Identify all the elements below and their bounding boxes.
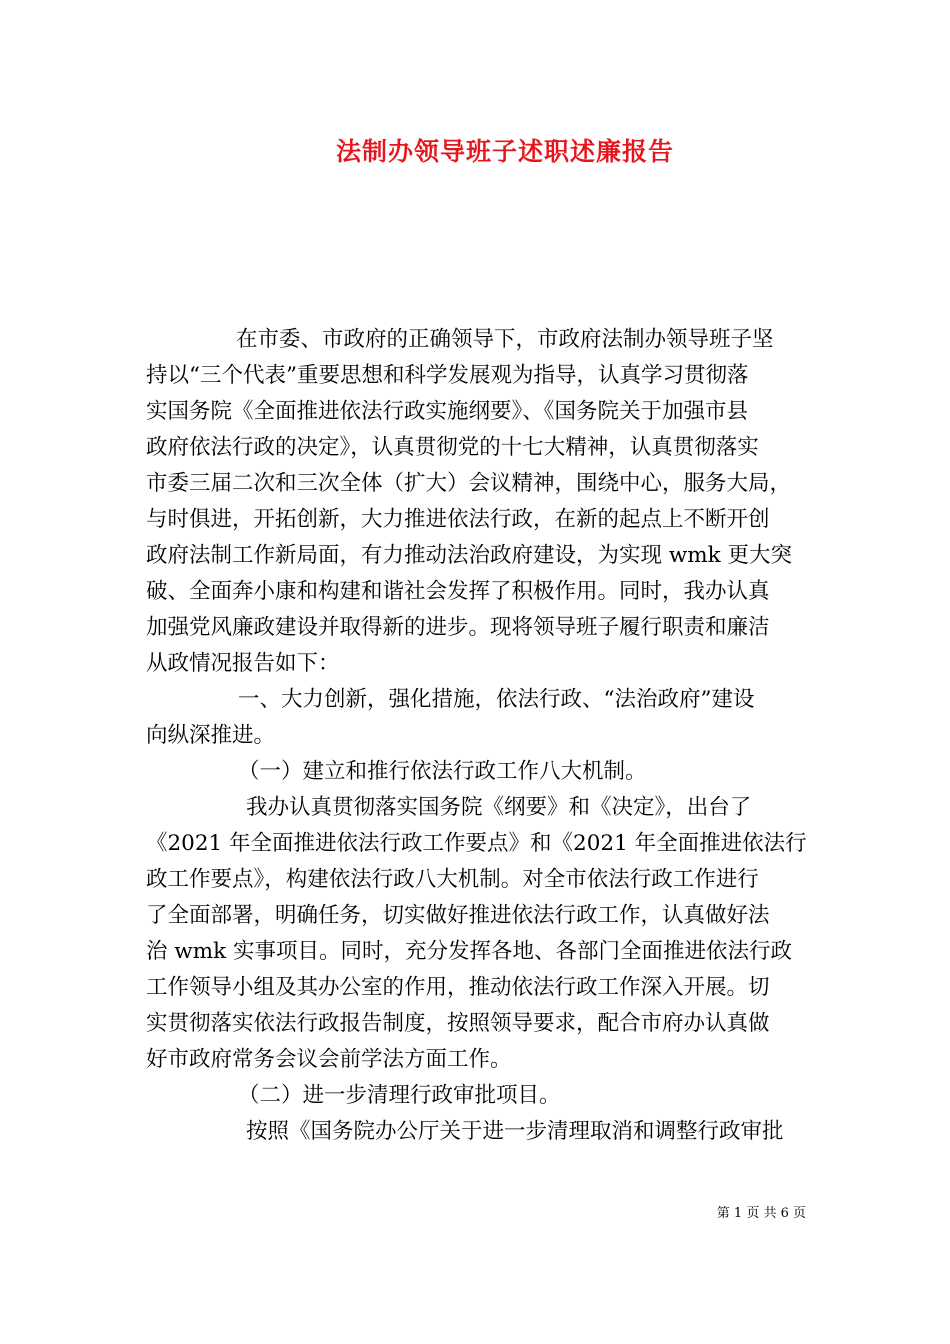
body-line: 按照《国务院办公厅关于进一步清理取消和调整行政审批 [246,1119,784,1144]
body-line: 与时俱进，开拓创新，大力推进依法行政，在新的起点上不断开创 [146,507,770,532]
page-footer: 第 1 页 共 6 页 [716,1206,806,1221]
body-line: 政工作要点》，构建依法行政八大机制。对全市依法行政工作进行 [146,867,759,892]
body-line: 一、大力创新，强化措施，依法行政、“法治政府”建设 [238,687,755,712]
body-line: 向纵深推进。 [146,723,276,748]
document-body [146,322,810,1150]
body-line: 从政情况报告如下： [146,651,340,676]
body-line: （一）建立和推行依法行政工作八大机制。 [238,759,647,784]
body-line: 政府依法行政的决定》，认真贯彻党的十七大精神，认真贯彻落实 [146,435,759,460]
body-line: （二）进一步清理行政审批项目。 [238,1083,561,1108]
body-line: 好市政府常务会议会前学法方面工作。 [146,1047,512,1072]
body-line: 治 wmk 实事项目。同时，充分发挥各地、各部门全面推进依法行政 [146,939,792,964]
document-title: 法制办领导班子述职述廉报告 [335,137,674,166]
body-line: 破、全面奔小康和构建和谐社会发挥了积极作用。同时，我办认真 [146,579,770,604]
body-line: 工作领导小组及其办公室的作用，推动依法行政工作深入开展。切 [146,975,770,1000]
body-line: 在市委、市政府的正确领导下，市政府法制办领导班子坚 [236,327,774,352]
body-line: 市委三届二次和三次全体（扩大）会议精神，围绕中心，服务大局， [146,471,792,496]
body-line: 我办认真贯彻落实国务院《纲要》和《决定》，出台了 [246,795,752,820]
body-line: 《2021 年全面推进依法行政工作要点》和《2021 年全面推进依法行 [146,831,807,856]
body-line: 实国务院《全面推进依法行政实施纲要》、《国务院关于加强市县 [146,399,749,424]
body-line: 实贯彻落实依法行政报告制度，按照领导要求，配合市府办认真做 [146,1011,770,1036]
body-line: 持以“三个代表”重要思想和科学发展观为指导，认真学习贯彻落 [146,363,749,388]
body-line: 加强党风廉政建设并取得新的进步。现将领导班子履行职责和廉洁 [146,615,770,640]
body-line: 政府法制工作新局面，有力推动法治政府建设，为实现 wmk 更大突 [146,543,792,568]
body-line: 了全面部署，明确任务，切实做好推进依法行政工作，认真做好法 [146,903,770,928]
